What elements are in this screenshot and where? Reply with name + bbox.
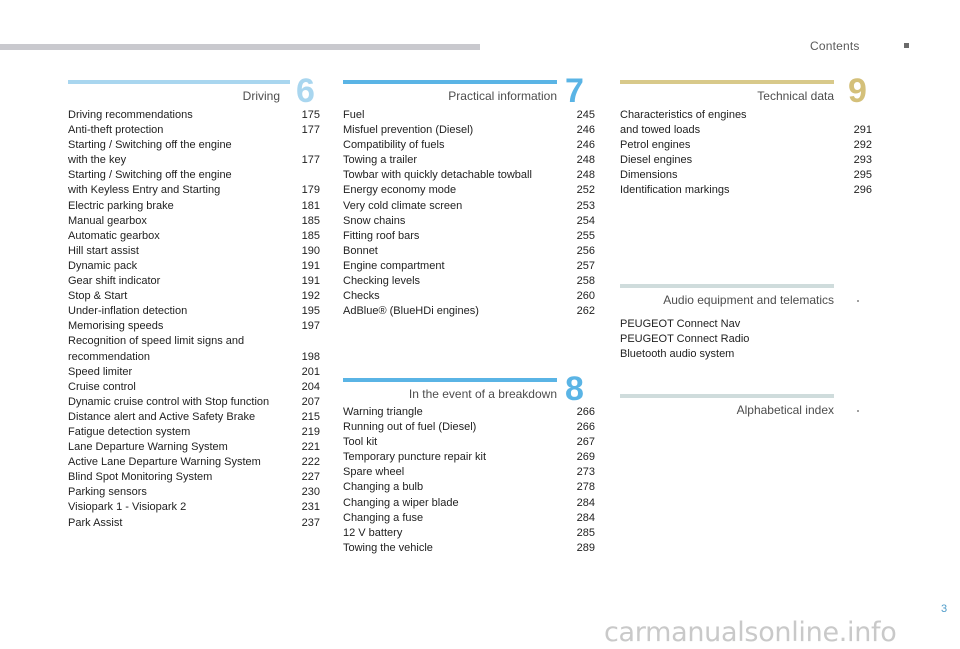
toc-item[interactable]: Running out of fuel (Diesel) 266: [343, 421, 595, 434]
square-marker-icon: [904, 43, 909, 48]
toc-item[interactable]: Starting / Switching off the engine with the key 177: [68, 139, 320, 167]
toc-item[interactable]: Hill start assist 190: [68, 244, 320, 257]
contents-link[interactable]: Contents: [810, 39, 860, 53]
watermark: carmanualsonline.info: [604, 617, 897, 648]
toc-item[interactable]: Snow chains 254: [343, 214, 595, 227]
toc-list-breakdown: [343, 405, 595, 556]
toc-list-practical: [343, 108, 595, 319]
toc-item[interactable]: Dimensions 295: [620, 169, 872, 182]
toc-item[interactable]: Petrol engines 292: [620, 139, 872, 152]
toc-item[interactable]: Visiopark 1 - Visiopark 2 231: [68, 501, 320, 514]
section-number: 9: [848, 72, 867, 110]
section-title[interactable]: Practical information: [448, 89, 557, 103]
section-breakdown: [343, 370, 595, 408]
toc-item[interactable]: Starting / Switching off the engine with Keyless Entry and Starting 179: [68, 169, 320, 197]
toc-item[interactable]: Towbar with quickly detachable towball 248: [343, 169, 595, 182]
toc-item[interactable]: Temporary puncture repair kit 269: [343, 451, 595, 464]
toc-item[interactable]: Active Lane Departure Warning System 222: [68, 456, 320, 469]
toc-item[interactable]: Energy economy mode 252: [343, 184, 595, 197]
toc-item[interactable]: Dynamic cruise control with Stop function 207: [68, 395, 320, 408]
toc-item[interactable]: Driving recommendations 175: [68, 109, 320, 121]
toc-item[interactable]: Changing a bulb 278: [343, 481, 595, 494]
toc-item[interactable]: Misfuel prevention (Diesel) 246: [343, 124, 595, 137]
toc-item[interactable]: Compatibility of fuels 246: [343, 139, 595, 152]
toc-item[interactable]: Memorising speeds 197: [68, 320, 320, 333]
toc-item[interactable]: Changing a wiper blade 284: [343, 496, 595, 509]
section-title[interactable]: Driving: [242, 89, 280, 103]
section-audio-telematics: [620, 284, 872, 312]
toc-item[interactable]: Checks 260: [343, 290, 595, 303]
toc-item[interactable]: Diesel engines 293: [620, 154, 872, 167]
toc-item[interactable]: Dynamic pack 191: [68, 259, 320, 272]
toc-item[interactable]: Distance alert and Active Safety Brake 215: [68, 410, 320, 423]
toc-item[interactable]: Fatigue detection system 219: [68, 425, 320, 438]
toc-item[interactable]: Bluetooth audio system: [620, 348, 735, 361]
toc-item[interactable]: Checking levels 258: [343, 275, 595, 288]
toc-list-technical: [620, 108, 872, 199]
section-title[interactable]: Alphabetical index: [736, 403, 834, 417]
toc-item[interactable]: Parking sensors 230: [68, 486, 320, 499]
section-title[interactable]: Audio equipment and telematics: [663, 293, 834, 307]
toc-list-audio: [620, 317, 834, 362]
toc-item[interactable]: AdBlue® (BlueHDi engines) 262: [343, 305, 595, 318]
section-practical-information: [343, 72, 595, 110]
toc-item[interactable]: Very cold climate screen 253: [343, 199, 595, 212]
section-bar: [620, 284, 834, 288]
header-bar: [0, 44, 480, 50]
toc-item[interactable]: Changing a fuse 284: [343, 511, 595, 524]
toc-item[interactable]: Electric parking brake 181: [68, 199, 320, 212]
toc-item[interactable]: Bonnet 256: [343, 244, 595, 257]
toc-item[interactable]: Automatic gearbox 185: [68, 229, 320, 242]
section-driving: [68, 72, 320, 110]
section-bar: [620, 80, 834, 84]
page-number: 3: [941, 603, 948, 615]
toc-item[interactable]: Tool kit 267: [343, 436, 595, 449]
toc-item[interactable]: Warning triangle 266: [343, 406, 595, 418]
toc-item[interactable]: Towing a trailer 248: [343, 154, 595, 167]
toc-list-driving: [68, 108, 320, 531]
section-number: 6: [296, 72, 315, 110]
toc-item[interactable]: Cruise control 204: [68, 380, 320, 393]
toc-item[interactable]: Anti-theft protection 177: [68, 124, 320, 137]
section-number: 8: [565, 370, 584, 408]
toc-item[interactable]: Under-inflation detection 195: [68, 305, 320, 318]
toc-item[interactable]: Stop & Start 192: [68, 290, 320, 303]
toc-item[interactable]: Spare wheel 273: [343, 466, 595, 479]
section-bar: [343, 378, 557, 382]
section-title[interactable]: Technical data: [757, 89, 834, 103]
toc-item[interactable]: Park Assist 237: [68, 516, 320, 529]
toc-item[interactable]: 12 V battery 285: [343, 526, 595, 539]
square-marker-icon: [857, 300, 859, 302]
toc-item[interactable]: Manual gearbox 185: [68, 214, 320, 227]
section-alphabetical-index: [620, 394, 872, 422]
toc-item[interactable]: Towing the vehicle 289: [343, 541, 595, 554]
section-bar: [343, 80, 557, 84]
section-technical-data: [620, 72, 872, 110]
section-number: 7: [565, 72, 584, 110]
square-marker-icon: [857, 410, 859, 412]
toc-item[interactable]: Identification markings 296: [620, 184, 872, 197]
section-title[interactable]: In the event of a breakdown: [408, 387, 557, 401]
toc-item[interactable]: Fitting roof bars 255: [343, 229, 595, 242]
toc-item[interactable]: Blind Spot Monitoring System 227: [68, 471, 320, 484]
toc-item[interactable]: Lane Departure Warning System 221: [68, 441, 320, 454]
toc-item[interactable]: Fuel 245: [343, 109, 595, 121]
toc-item[interactable]: PEUGEOT Connect Nav: [620, 318, 741, 330]
section-bar: [620, 394, 834, 398]
toc-item[interactable]: Recognition of speed limit signs and recommendation 198: [68, 335, 320, 363]
toc-item[interactable]: Speed limiter 201: [68, 365, 320, 378]
toc-item[interactable]: Characteristics of engines and towed loads 291: [620, 109, 872, 137]
toc-item[interactable]: PEUGEOT Connect Radio: [620, 333, 750, 346]
section-bar: [68, 80, 290, 84]
toc-item[interactable]: Gear shift indicator 191: [68, 275, 320, 288]
toc-item[interactable]: Engine compartment 257: [343, 259, 595, 272]
